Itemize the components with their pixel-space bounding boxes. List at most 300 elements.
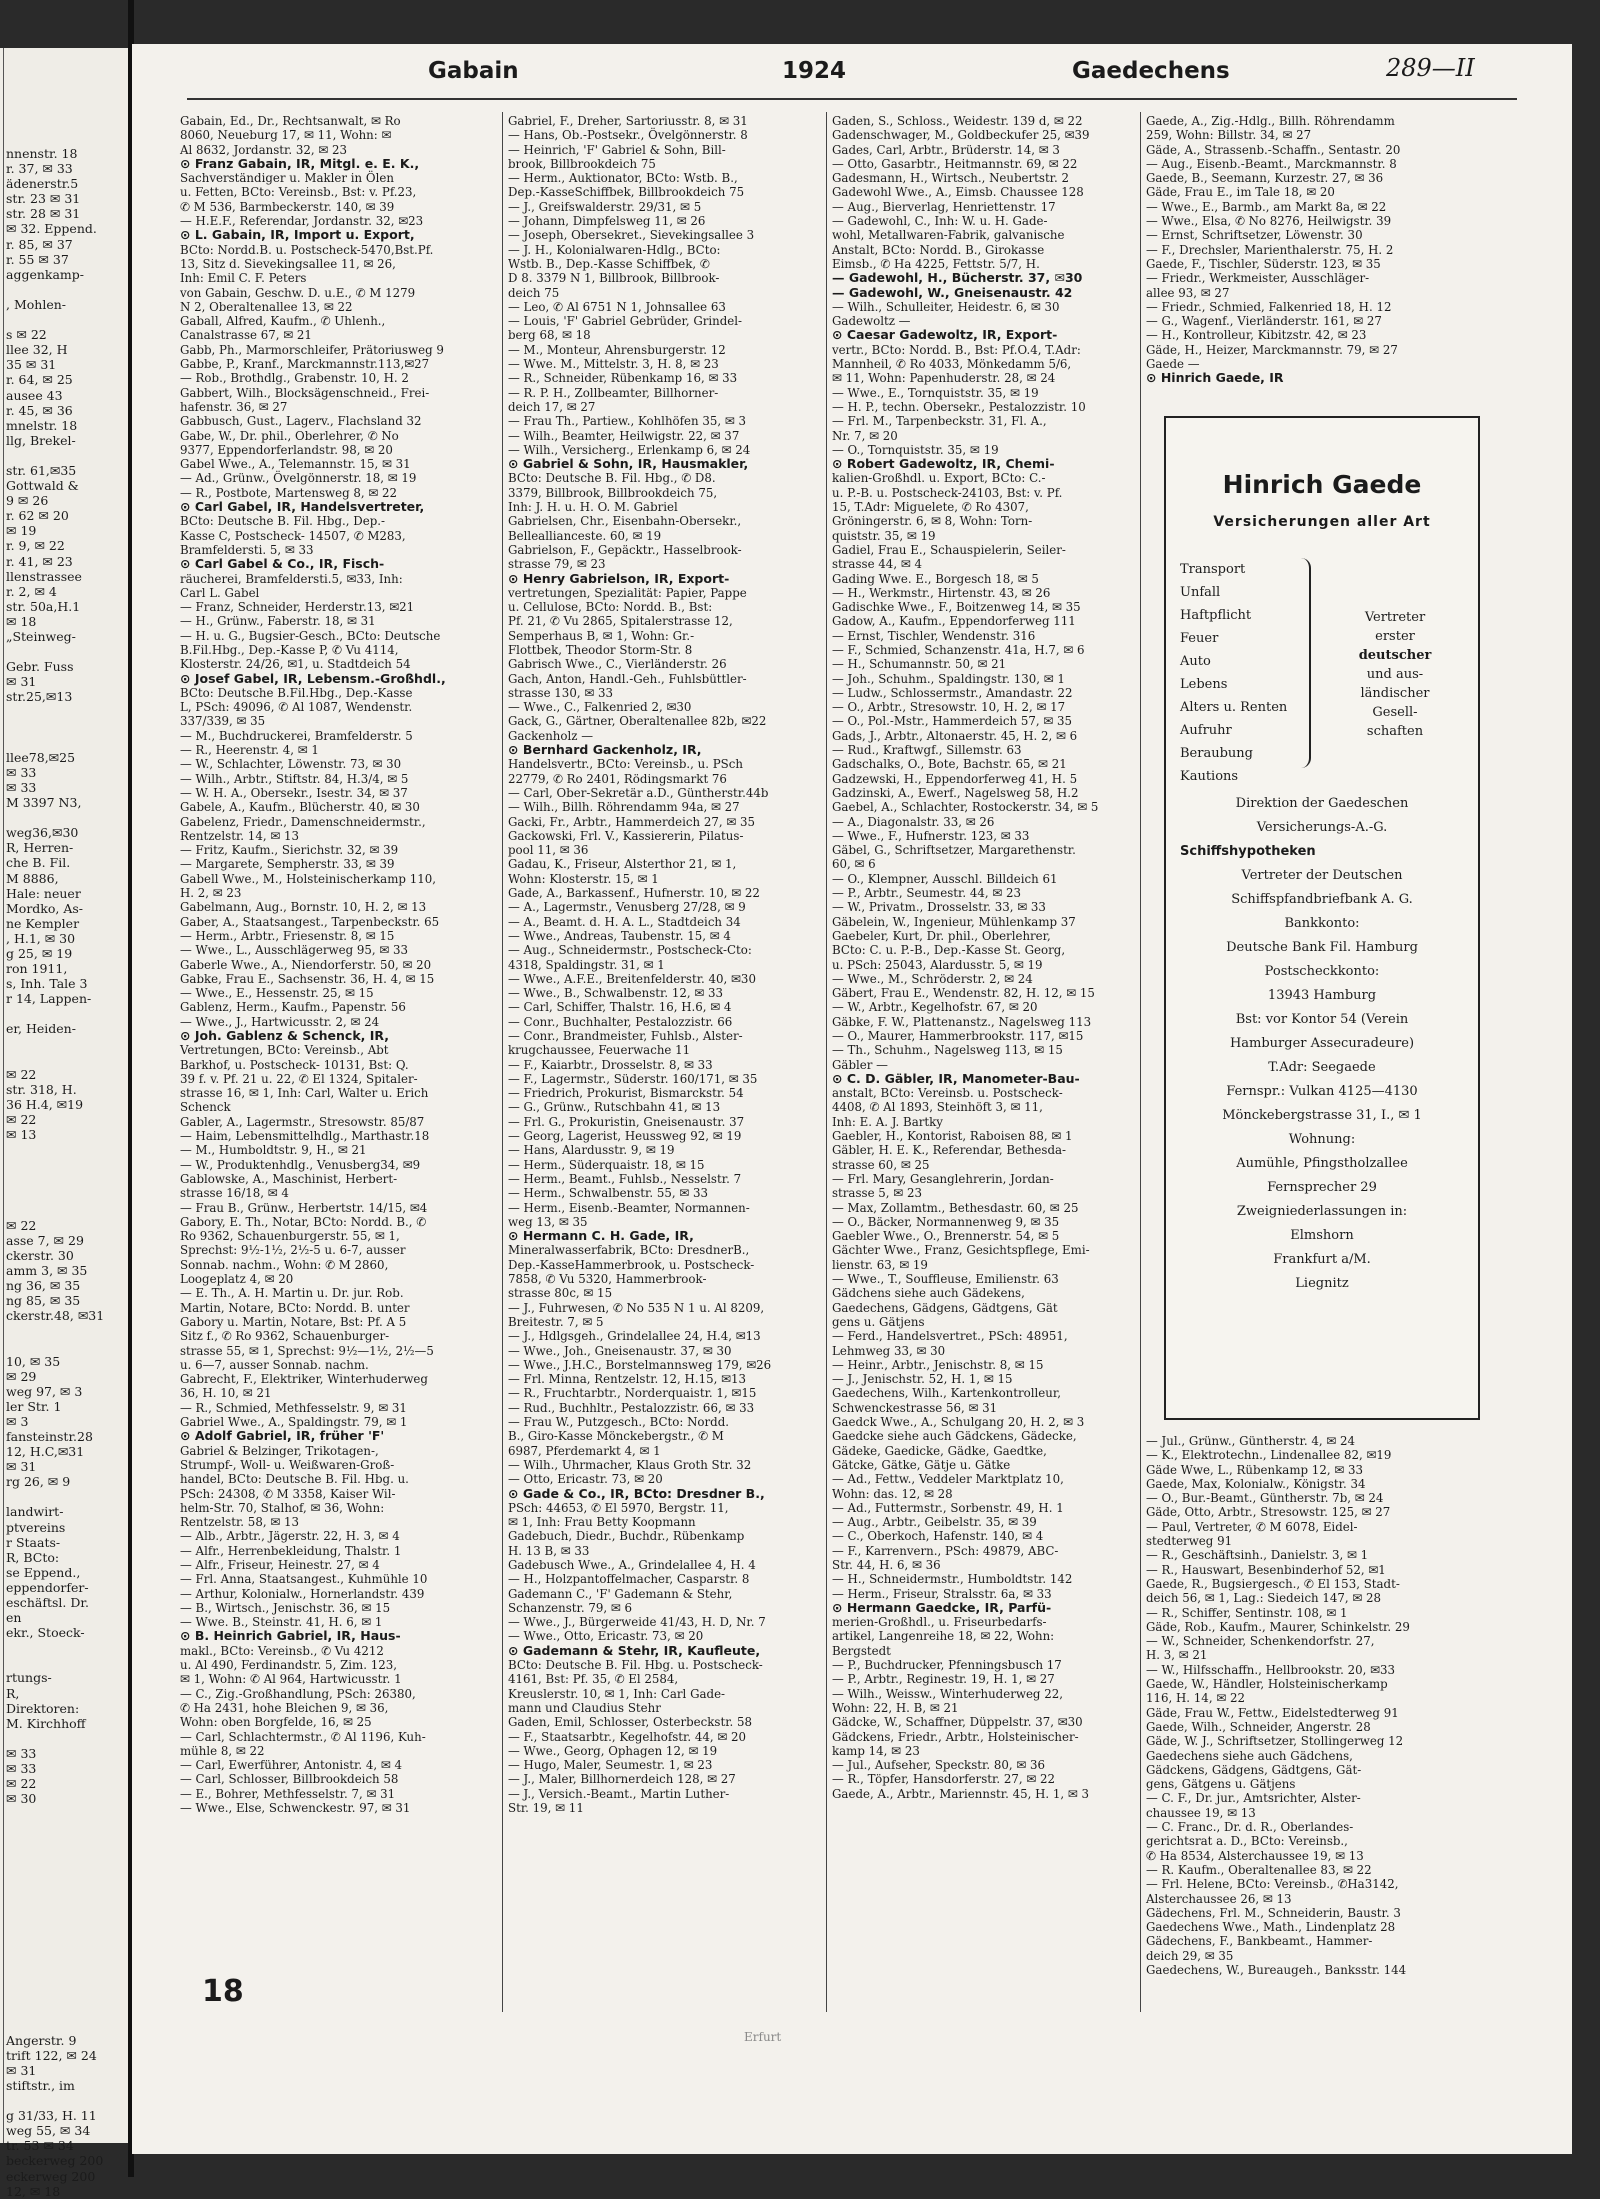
margin-fragment: ✉ 31	[6, 1459, 37, 1475]
directory-entry: merien-Großhdl., u. Friseurbedarfs-	[832, 1615, 1047, 1630]
margin-fragment: 9 ✉ 26	[6, 493, 49, 509]
margin-fragment: g 31/33, H. 11	[6, 2108, 97, 2124]
ad-direction-line: Direktion der Gaedeschen	[1235, 796, 1409, 811]
directory-entry: PSch: 24308, ✆ M 3358, Kaiser Wil-	[180, 1486, 396, 1501]
directory-entry: — Wilh., Billh. Röhrendamm 94a, ✉ 27	[508, 800, 740, 815]
directory-entry: — M., Humboldtstr. 9, H., ✉ 21	[180, 1143, 367, 1158]
directory-entry: Wohn: Klosterstr. 15, ✉ 1	[508, 871, 659, 886]
directory-entry: Gaedcke siehe auch Gädckens, Gädecke,	[832, 1429, 1077, 1444]
directory-entry: 116, H. 14, ✉ 22	[1146, 1691, 1245, 1706]
directory-entry: Gaedechens Wwe., Math., Lindenplatz 28	[1146, 1920, 1396, 1935]
directory-entry: strasse 130, ✉ 33	[508, 685, 613, 700]
directory-entry: Al 8632, Jordanstr. 32, ✉ 23	[180, 142, 348, 157]
margin-fragment: 35 ✉ 31	[6, 357, 57, 373]
directory-entry: deich 29, ✉ 35	[1146, 1948, 1234, 1963]
directory-entry: ⊙ Gademann & Stehr, IR, Kaufleute,	[508, 1642, 761, 1658]
directory-entry: — Max, Zollamtm., Bethesdastr. 60, ✉ 25	[832, 1200, 1079, 1215]
directory-entry: — Ferd., Handelsvertret., PSch: 48951,	[832, 1329, 1068, 1344]
directory-entry: PSch: 44653, ✆ El 5970, Bergstr. 11,	[508, 1500, 729, 1515]
directory-entry: Gabain, Ed., Dr., Rechtsanwalt, ✉ Ro	[180, 114, 401, 128]
margin-fragment: ✉ 33	[6, 1761, 37, 1777]
ad-title: Hinrich Gaede	[1222, 470, 1422, 499]
directory-page	[132, 44, 1572, 2154]
margin-fragment: ✉ 13	[6, 1127, 37, 1143]
faint-stamp: Erfurt	[744, 2030, 782, 2044]
directory-entry: Gaedechens siehe auch Gädchens,	[1146, 1748, 1353, 1763]
directory-entry: — E. Th., A. H. Martin u. Dr. jur. Rob.	[180, 1286, 404, 1301]
directory-entry: — Wwe., E., Barmb., am Markt 8a, ✉ 22	[1146, 199, 1387, 214]
directory-entry: strasse 44, ✉ 4	[832, 557, 922, 572]
directory-entry: — C. Franc., Dr. d. R., Oberlandes-	[1146, 1820, 1354, 1835]
directory-entry: — Frl. Minna, Rentzelstr. 12, H.15, ✉13	[508, 1372, 746, 1387]
directory-entry: 4161, Bst: Pf. 35, ✆ El 2584,	[508, 1672, 679, 1687]
directory-entry: Dep.-KasseHammerbrook, u. Postscheck-	[508, 1257, 755, 1272]
ad-right-line: Vertreter	[1364, 610, 1426, 625]
directory-entry: Gacki, Fr., Arbtr., Hammerdeich 27, ✉ 35	[508, 814, 756, 829]
margin-fragment: ✉ 22	[6, 1217, 37, 1233]
margin-fragment	[6, 1972, 126, 1987]
directory-entry: Gäbke, F. W., Plattenanstz., Nagelsweg 113	[832, 1014, 1092, 1029]
margin-fragment: ädenerstr.5	[6, 176, 79, 192]
directory-entry: — Wwe., T., Souffleuse, Emilienstr. 63	[832, 1272, 1059, 1287]
directory-entry: Gabrielsen, Chr., Eisenbahn-Obersekr.,	[508, 514, 742, 529]
directory-entry: — C., Zig.-Großhandlung, PSch: 26380,	[180, 1686, 416, 1701]
directory-entry: ⊙ Franz Gabain, IR, Mitgl. e. E. K.,	[180, 155, 420, 171]
directory-entry: — Wwe., L., Ausschlägerweg 95, ✉ 33	[180, 943, 409, 958]
margin-fragment: llenstrassee	[6, 568, 82, 584]
directory-entry: — Friedrich, Prokurist, Bismarckstr. 54	[508, 1086, 744, 1101]
directory-entry: ✆ Ha 2431, hohe Bleichen 9, ✉ 36,	[180, 1700, 389, 1715]
directory-entry: — R., Heerenstr. 4, ✉ 1	[180, 743, 319, 758]
directory-entry: 7858, ✆ Vu 5320, Hammerbrook-	[508, 1272, 707, 1287]
margin-fragment	[6, 1142, 126, 1157]
advertisement-box	[1164, 416, 1480, 1420]
directory-entry: wohl, Metallwaren-Fabrik, galvanische	[832, 228, 1065, 243]
directory-entry: Gaebler Wwe., O., Brennerstr. 54, ✉ 5	[832, 1229, 1060, 1244]
directory-entry: Eimsb., ✆ Ha 4225, Fettstr. 5/7, H.	[832, 256, 1040, 271]
directory-entry: — W., Schneider, Schenkendorfstr. 27,	[1146, 1634, 1375, 1649]
directory-entry: Klosterstr. 24/26, ✉1, u. Stadtdeich 54	[180, 657, 411, 672]
directory-entry: deich 17, ✉ 27	[508, 399, 596, 414]
directory-entry: mann und Claudius Stehr	[508, 1700, 661, 1715]
directory-entry: — Wilh., Beamter, Heilwigstr. 22, ✉ 37	[508, 428, 740, 443]
directory-entry: Wohn: oben Borgfelde, 16, ✉ 25	[180, 1715, 372, 1730]
margin-fragment: r. 37, ✉ 33	[6, 161, 73, 177]
margin-fragment: ✉ 32. Eppend.	[6, 221, 97, 237]
directory-entry: ⊙ Henry Gabrielson, IR, Export-	[508, 570, 730, 586]
directory-entry: Gadiel, Frau E., Schauspielerin, Seiler-	[832, 542, 1066, 557]
directory-entry: — J., Hdlgsgeh., Grindelallee 24, H.4, ✉13	[508, 1329, 761, 1344]
directory-entry: Gröningerstr. 6, ✉ 8, Wohn: Torn-	[832, 514, 1033, 529]
directory-entry: Strumpf-, Woll- u. Weißwaren-Groß-	[180, 1457, 395, 1472]
directory-entry: Nr. 7, ✉ 20	[832, 428, 898, 443]
directory-entry: Gabriel, F., Dreher, Sartoriusstr. 8, ✉ 31	[508, 114, 748, 128]
margin-fragment: eckerweg 200	[6, 2168, 96, 2184]
directory-entry: u. Fetten, BCto: Vereinsb., Bst: v. Pf.23,	[180, 185, 417, 200]
margin-fragment: ✉ 33	[6, 764, 37, 780]
directory-entry: Gaedechens, W., Bureaugeh., Banksstr. 144	[1146, 1962, 1407, 1977]
directory-entry: Gäde, Rob., Kaufm., Maurer, Schinkelstr. 29	[1146, 1619, 1410, 1634]
directory-entry: Sprechst: 9½-1½, 2½-5 u. 6-7, ausser	[180, 1243, 406, 1258]
directory-entry: brook, Billbrookdeich 75	[508, 156, 656, 171]
directory-entry: deich 75	[508, 285, 560, 300]
directory-entry: gerichtsrat a. D., BCto: Vereinsb.,	[1146, 1834, 1348, 1849]
margin-fragment: llee78,✉25	[6, 749, 76, 765]
margin-fragment	[6, 720, 126, 735]
margin-fragment: ptvereins	[6, 1519, 66, 1535]
directory-entry: — P., Arbtr., Seumestr. 44, ✉ 23	[832, 886, 1022, 901]
ad-residence-line: Wohnung:	[1288, 1132, 1356, 1147]
directory-entry: — Wwe., J., Hartwicusstr. 2, ✉ 24	[180, 1014, 380, 1029]
margin-fragment: ng 36, ✉ 35	[6, 1278, 81, 1294]
margin-fragment: M 8886,	[6, 870, 59, 886]
directory-entry: — Wwe., Otto, Ericastr. 73, ✉ 20	[508, 1629, 704, 1644]
directory-entry: — M., Monteur, Ahrensburgerstr. 12	[508, 342, 726, 357]
directory-entry: BCto: Deutsche B.Fil.Hbg., Dep.-Kasse	[180, 685, 413, 700]
directory-entry: Breitestr. 7, ✉ 5	[508, 1314, 604, 1329]
margin-fragment	[6, 1927, 126, 1942]
directory-entry: Gaede, A., Zig.-Hdlg., Billh. Röhrendamm	[1146, 114, 1395, 128]
directory-column-2	[508, 114, 824, 1994]
directory-entry: Sachverständiger u. Makler in Ölen	[180, 171, 394, 186]
margin-fragment: ne Kempler	[6, 915, 80, 931]
margin-fragment: str. 23 ✉ 31	[6, 191, 81, 207]
margin-fragment: r. 55 ✉ 37	[6, 251, 69, 267]
directory-entry: Gäde, H., Heizer, Marckmannstr. 79, ✉ 27	[1146, 342, 1398, 357]
directory-entry: u. 6—7, ausser Sonnab. nachm.	[180, 1357, 369, 1372]
directory-entry: ✉ 1, Wohn: ✆ Al 964, Hartwicusstr. 1	[180, 1672, 402, 1687]
page-number: 289—II	[1386, 54, 1475, 82]
directory-entry: ⊙ Carl Gabel, IR, Handelsvertreter,	[180, 499, 425, 515]
ad-ship-line: Vertreter der Deutschen	[1241, 868, 1403, 883]
directory-entry: — Otto, Gasarbtr., Heitmannstr. 69, ✉ 22	[832, 156, 1078, 171]
directory-entry: Gädechens, Frl. M., Schneiderin, Baustr. 3	[1146, 1905, 1401, 1920]
directory-entry: — Herm., Eisenb.-Beamter, Normannen-	[508, 1200, 750, 1215]
directory-entry: Gädckens, Friedr., Arbtr., Holsteinischer-	[832, 1729, 1079, 1744]
directory-entry: — R., Schmied, Methfesselstr. 9, ✉ 31	[180, 1400, 407, 1415]
margin-fragment: se Eppend.,	[6, 1564, 81, 1580]
directory-entry: L, PSch: 49096, ✆ Al 1087, Wendenstr.	[180, 700, 413, 715]
directory-entry: Gabelmann, Aug., Bornstr. 10, H. 2, ✉ 13	[180, 900, 427, 915]
margin-fragment: , Mohlen-	[6, 296, 66, 312]
directory-entry: strasse 80c, ✉ 15	[508, 1286, 613, 1301]
directory-entry: — Joseph, Obersekret., Sievekingsallee 3	[508, 228, 755, 243]
directory-entry: — Ad., Fettw., Veddeler Marktplatz 10,	[832, 1472, 1064, 1487]
directory-entry: Dep.-KasseSchiffbek, Billbrookdeich 75	[508, 185, 745, 200]
directory-entry: — Herm., Auktionator, BCto: Wstb. B.,	[508, 171, 738, 186]
directory-entry: — E., Bohrer, Methfesselstr. 7, ✉ 31	[180, 1786, 396, 1801]
ad-representative-text	[1320, 608, 1470, 741]
margin-fragment: s, Inh. Tale 3	[6, 976, 88, 992]
directory-entry: 4318, Spaldingstr. 31, ✉ 1	[508, 957, 665, 972]
directory-entry: Gadebuch, Diedr., Buchdr., Rübenkamp	[508, 1529, 745, 1544]
directory-entry: Belleallianceste. 60, ✉ 19	[508, 528, 662, 543]
directory-entry: Martin, Notare, BCto: Nordd. B. unter	[180, 1300, 410, 1315]
directory-entry: Gabory u. Martin, Notare, Bst: Pf. A 5	[180, 1314, 407, 1329]
margin-fragment: ler Str. 1	[6, 1398, 62, 1414]
directory-entry: — R., Schneider, Rübenkamp 16, ✉ 33	[508, 371, 738, 386]
margin-fragment: rg 26, ✉ 9	[6, 1474, 71, 1490]
directory-entry: — Rob., Brothdlg., Grabenstr. 10, H. 2	[180, 371, 409, 386]
directory-entry: — Wwe. M., Mittelstr. 3, H. 8, ✉ 23	[508, 357, 719, 372]
directory-entry: — O., Arbtr., Stresowstr. 10, H. 2, ✉ 17	[832, 700, 1066, 715]
directory-entry: Wstb. B., Dep.-Kasse Schiffbek, ✆	[508, 256, 710, 271]
directory-entry: — O., Maurer, Hammerbrookstr. 117, ✉15	[832, 1029, 1084, 1043]
directory-entry: 6987, Pferdemarkt 4, ✉ 1	[508, 1443, 661, 1458]
margin-fragment	[6, 448, 126, 463]
ad-bank-line: Fernspr.: Vulkan 4125—4130	[1226, 1084, 1418, 1099]
directory-entry: chaussee 19, ✉ 13	[1146, 1805, 1256, 1820]
directory-entry: strasse 16/18, ✉ 4	[180, 1186, 289, 1201]
directory-entry: quiststr. 35, ✉ 19	[832, 528, 936, 543]
margin-fragment: r. 2, ✉ 4	[6, 583, 57, 599]
directory-entry: Gabke, Frau E., Sachsenstr. 36, H. 4, ✉ 15	[180, 971, 435, 986]
margin-fragment	[6, 1912, 126, 1927]
margin-fragment: amm 3, ✉ 35	[6, 1262, 88, 1278]
margin-fragment: R, BCto:	[6, 1549, 60, 1565]
directory-entry: Gabriel & Belzinger, Trikotagen-,	[180, 1443, 379, 1458]
directory-entry: Gaden, Emil, Schlosser, Osterbeckstr. 58	[508, 1715, 753, 1730]
margin-fragment: str.25,✉13	[6, 689, 73, 705]
margin-fragment: ckerstr. 30	[6, 1247, 74, 1263]
directory-entry: Gabrisch Wwe., C., Vierländerstr. 26	[508, 657, 727, 672]
directory-entry: Gädchens siehe auch Gädekens,	[832, 1286, 1025, 1301]
directory-entry: Inh: J. H. u. H. O. M. Gabriel	[508, 500, 678, 515]
directory-entry: berg 68, ✉ 18	[508, 328, 591, 343]
directory-entry: Inh: Emil C. F. Peters	[180, 271, 307, 286]
margin-fragment: rtungs-	[6, 1670, 52, 1686]
directory-entry: — Carl, Schlachtermstr., ✆ Al 1196, Kuh-	[180, 1729, 426, 1744]
column-divider	[1140, 112, 1141, 2012]
directory-entry: — Carl, Schiffer, Thalstr. 16, H.6, ✉ 4	[508, 1000, 732, 1015]
directory-entry: allee 93, ✉ 27	[1146, 285, 1230, 300]
directory-entry: ⊙ Carl Gabel & Co., IR, Fisch-	[180, 556, 385, 572]
margin-fragment	[6, 1882, 126, 1897]
directory-entry: Bergstedt	[832, 1643, 891, 1658]
margin-fragment: Gottwald &	[6, 478, 79, 494]
directory-entry: Gäbler, H. E. K., Referendar, Bethesda-	[832, 1143, 1067, 1158]
ad-subtitle: Versicherungen aller Art	[1213, 514, 1431, 530]
insurance-branch: Aufruhr	[1180, 723, 1232, 738]
margin-fragment: 36 H.4, ✉19	[6, 1096, 84, 1112]
ad-branch-office-line: Zweigniederlassungen in:	[1236, 1204, 1408, 1219]
margin-fragment: ekr., Stoeck-	[6, 1625, 85, 1641]
directory-entry: — Th., Schuhm., Nagelsweg 113, ✉ 15	[832, 1043, 1063, 1058]
directory-entry: — Herm., Schwalbenstr. 55, ✉ 33	[508, 1186, 709, 1201]
directory-entry: — Johann, Dimpfelsweg 11, ✉ 26	[508, 214, 706, 229]
ad-ship-line: Schiffspfandbriefbank A. G.	[1231, 892, 1413, 907]
directory-entry: Rentzelstr. 14, ✉ 13	[180, 828, 299, 843]
directory-entry: — R., Hauswart, Besenbinderhof 52, ✉1	[1146, 1562, 1386, 1577]
directory-entry: Gadzewski, H., Eppendorferweg 41, H. 5	[832, 771, 1078, 786]
directory-entry: — Gadewohl, H., Bücherstr. 37, ✉30	[832, 270, 1083, 286]
directory-entry: — Wilh., Versicherg., Erlenkamp 6, ✉ 24	[508, 442, 751, 457]
directory-entry: strasse 16, ✉ 1, Inh: Carl, Walter u. Erich	[180, 1086, 429, 1101]
directory-entry: ✉ 1, Inh: Frau Betty Koopmann	[508, 1515, 696, 1530]
directory-entry: — R. Kaufm., Oberaltenallee 83, ✉ 22	[1146, 1862, 1372, 1877]
directory-entry: — Wwe., C., Falkenried 2, ✉30	[508, 700, 692, 715]
ad-branch-office-line: Liegnitz	[1295, 1276, 1349, 1291]
directory-entry: Lehmweg 33, ✉ 30	[832, 1343, 946, 1358]
directory-entry: — G., Grünw., Rutschbahn 41, ✉ 13	[508, 1100, 721, 1115]
directory-entry: Gabbe, P., Kranf., Marckmannstr.113,✉27	[180, 357, 430, 372]
directory-entry: — Wwe., Andreas, Taubenstr. 15, ✉ 4	[508, 928, 731, 943]
directory-entry: Schenck	[180, 1100, 231, 1115]
margin-fragment: Hale: neuer	[6, 885, 81, 901]
directory-entry: — Wwe. B., Steinstr. 41, H. 6, ✉ 1	[180, 1615, 383, 1630]
directory-entry: mühle 8, ✉ 22	[180, 1743, 265, 1758]
margin-fragment: llee 32, H	[6, 342, 68, 358]
directory-entry: — G., Wagenf., Vierländerstr. 161, ✉ 27	[1146, 314, 1382, 329]
directory-entry: Gabe, W., Dr. phil., Oberlehrer, ✆ No	[180, 428, 399, 443]
margin-fragment	[6, 735, 126, 750]
margin-fragment	[6, 1731, 126, 1746]
directory-entry: — Friedr., Werkmeister, Ausschläger-	[1146, 271, 1370, 286]
directory-entry: — A., Beamt. d. H. A. L., Stadtdeich 34	[508, 914, 741, 929]
margin-fragment	[6, 1338, 126, 1353]
header-left-word: Gabain	[428, 58, 519, 84]
directory-entry: Str. 44, H. 6, ✉ 36	[832, 1557, 941, 1572]
directory-entry: Flottbek, Theodor Storm-Str. 8	[508, 642, 693, 657]
directory-entry: — Hans, Alardusstr. 9, ✉ 19	[508, 1143, 675, 1158]
directory-entry: ⊙ Hermann Gaedcke, IR, Parfü-	[832, 1599, 1052, 1615]
directory-entry: hafenstr. 36, ✉ 27	[180, 399, 288, 414]
ad-bank-line: Mönckebergstrasse 31, I., ✉ 1	[1222, 1108, 1422, 1123]
directory-entry: — Wilh., Schulleiter, Heidestr. 6, ✉ 30	[832, 299, 1060, 314]
margin-fragment	[6, 1157, 126, 1172]
directory-entry: — Wilh., Arbtr., Stiftstr. 84, H.3/4, ✉ 5	[180, 771, 409, 786]
margin-fragment	[6, 1852, 126, 1867]
margin-fragment	[6, 1187, 126, 1202]
directory-entry: handel, BCto: Deutsche B. Fil. Hbg. u.	[180, 1472, 409, 1487]
directory-entry: — Herm., Süderquaistr. 18, ✉ 15	[508, 1157, 705, 1172]
margin-fragment: en	[6, 1610, 22, 1626]
directory-entry: Gablenz, Herm., Kaufm., Papenstr. 56	[180, 1000, 406, 1015]
margin-fragment: M. Kirchhoff	[6, 1715, 86, 1731]
directory-entry: Gäde Wwe, L., Rübenkamp 12, ✉ 33	[1146, 1462, 1363, 1477]
ad-direction-line: Versicherungs-A.-G.	[1256, 820, 1388, 835]
margin-fragment	[6, 1987, 126, 2002]
ad-right-line: ländischer	[1360, 686, 1430, 701]
margin-fragment: weg 97, ✉ 3	[6, 1383, 83, 1399]
directory-entry: — Arthur, Kolonialw., Hornerlandstr. 439	[180, 1586, 425, 1601]
margin-fragment	[6, 1867, 126, 1882]
directory-entry: — Frl. M., Tarpenbeckstr. 31, Fl. A.,	[832, 414, 1047, 429]
directory-entry: — Alb., Arbtr., Jägerstr. 22, H. 3, ✉ 4	[180, 1529, 400, 1544]
margin-fragment: weg 55, ✉ 34	[6, 2123, 91, 2139]
directory-entry: — Hans, Ob.-Postsekr., Övelgönnerstr. 8	[508, 128, 748, 143]
insurance-branch: Feuer	[1180, 631, 1219, 646]
margin-fragment: ✉ 19	[6, 523, 37, 539]
directory-entry: — Ad., Grünw., Övelgönnerstr. 18, ✉ 19	[180, 471, 417, 486]
directory-entry: — Conr., Buchhalter, Pestalozzistr. 66	[508, 1014, 733, 1029]
margin-fragment	[6, 1172, 126, 1187]
directory-entry: Gaebel, A., Schlachter, Rostockerstr. 34, ✉ 5	[832, 800, 1099, 815]
directory-entry: Gaedck Wwe., A., Schulgang 20, H. 2, ✉ 3	[832, 1415, 1085, 1430]
directory-entry: — R., Postbote, Martensweg 8, ✉ 22	[180, 485, 398, 500]
directory-entry: Gaede, A., Arbtr., Mariennstr. 45, H. 1, ✉ 3	[832, 1786, 1090, 1801]
directory-entry: — Frl. Mary, Gesanglehrerin, Jordan-	[832, 1171, 1054, 1186]
ad-bank-line: T.Adr: Seegaede	[1268, 1060, 1376, 1075]
directory-entry: Rentzelstr. 58, ✉ 13	[180, 1515, 299, 1530]
ad-bank-line: Deutsche Bank Fil. Hamburg	[1226, 940, 1418, 955]
insurance-branch: Beraubung	[1180, 746, 1253, 761]
directory-entry: — Wwe., Else, Schwenckestr. 97, ✉ 31	[180, 1801, 411, 1816]
directory-entry: Gadschalks, O., Bote, Bachstr. 65, ✉ 21	[832, 757, 1067, 772]
directory-entry: — Wwe., E., Hessenstr. 25, ✉ 15	[180, 986, 374, 1001]
directory-entry: Gäde, Frau E., im Tale 18, ✉ 20	[1146, 185, 1335, 200]
ad-bank-line: 13943 Hamburg	[1267, 988, 1377, 1003]
directory-entry: Gabory, E. Th., Notar, BCto: Nordd. B., ✆	[180, 1214, 427, 1229]
directory-entry: Wohn: das. 12, ✉ 28	[832, 1486, 953, 1501]
margin-fragment	[6, 704, 126, 719]
directory-entry: ⊙ Bernhard Gackenholz, IR,	[508, 742, 702, 758]
ad-right-line: Gesell-	[1372, 705, 1418, 720]
directory-entry: — R. P. H., Zollbeamter, Billhorner-	[508, 385, 719, 400]
directory-entry: H. 3, ✉ 21	[1146, 1648, 1208, 1663]
directory-entry: Gädeke, Gaedicke, Gädke, Gaedtke,	[832, 1443, 1047, 1458]
directory-entry: ⊙ Gade & Co., IR, BCto: Dresdner B.,	[508, 1485, 765, 1501]
directory-entry: — Conr., Brandmeister, Fuhlsb., Alster-	[508, 1029, 743, 1043]
directory-entry: Gabb, Ph., Marmorschleifer, Prätoriusweg 9	[180, 342, 444, 357]
directory-entry: — Jul., Grünw., Güntherstr. 4, ✉ 24	[1146, 1434, 1355, 1448]
directory-entry: — Rud., Kraftwgf., Sillemstr. 63	[832, 743, 1022, 758]
directory-entry: ⊙ Joh. Gablenz & Schenck, IR,	[180, 1028, 390, 1043]
directory-entry: — Wwe., A.F.E., Breitenfelderstr. 40, ✉30	[508, 971, 756, 986]
directory-entry: — B., Wirtsch., Jenischstr. 36, ✉ 15	[180, 1600, 391, 1615]
directory-entry: 9377, Eppendorferlandstr. 98, ✉ 20	[180, 442, 393, 457]
margin-fragment: ✉ 22	[6, 1112, 37, 1127]
ad-branch-office-line: Elmshorn	[1290, 1228, 1354, 1243]
directory-entry: Canalstrasse 67, ✉ 21	[180, 328, 312, 343]
ad-right-line: erster	[1375, 629, 1415, 644]
directory-entry: Vertretungen, BCto: Vereinsb., Abt	[180, 1043, 389, 1058]
margin-fragment	[6, 1957, 126, 1972]
directory-entry: Gäde, Otto, Arbtr., Stresowstr. 125, ✉ 27	[1146, 1505, 1391, 1520]
directory-entry: — Wwe., J., Bürgerweide 41/43, H. D, Nr. 7	[508, 1615, 766, 1630]
directory-entry: — Georg, Lagerist, Heussweg 92, ✉ 19	[508, 1129, 742, 1144]
directory-entry: Gabelenz, Friedr., Damenschneidermstr.,	[180, 814, 426, 829]
directory-entry: 337/339, ✉ 35	[180, 714, 266, 729]
column-divider	[826, 112, 827, 2012]
directory-entry: 22779, ✆ Ro 2401, Rödingsmarkt 76	[508, 771, 727, 786]
directory-entry: 4408, ✆ Al 1893, Steinhöft 3, ✉ 11,	[832, 1100, 1043, 1115]
margin-fragment: ckerstr.48, ✉31	[6, 1308, 105, 1324]
margin-fragment: ✉ 33	[6, 1745, 37, 1761]
directory-entry: Gädechens, F., Bankbeamt., Hammer-	[1146, 1934, 1373, 1949]
directory-entry: — H. P., techn. Obersekr., Pestalozzistr. 10	[832, 399, 1086, 414]
directory-entry: Pf. 21, ✆ Vu 2865, Spitalerstrasse 12,	[508, 614, 733, 629]
margin-fragment: Direktoren:	[6, 1700, 80, 1716]
ad-residence-line: Aumühle, Pfingstholzallee	[1236, 1156, 1408, 1171]
margin-fragment: str. 28 ✉ 31	[6, 206, 81, 222]
ad-bank-line: Bst: vor Kontor 54 (Verein	[1235, 1012, 1409, 1027]
directory-entry: Gaedechens, Wilh., Kartenkontrolleur,	[832, 1386, 1061, 1401]
margin-fragment	[6, 1942, 126, 1957]
directory-entry: Gack, G., Gärtner, Oberaltenallee 82b, ✉22	[508, 714, 767, 729]
directory-entry: makl., BCto: Vereinsb., ✆ Vu 4212	[180, 1643, 384, 1658]
ad-residence-line: Fernsprecher 29	[1267, 1180, 1377, 1195]
directory-entry: 13, Sitz d. Sievekingsallee 11, ✉ 26,	[180, 256, 396, 271]
directory-entry: lienstr. 63, ✉ 19	[832, 1257, 928, 1272]
directory-entry: — W., Privatm., Drosselstr. 33, ✉ 33	[832, 900, 1046, 915]
directory-entry: H. 2, ✉ 23	[180, 886, 242, 901]
margin-fragment: mnelstr. 18	[6, 417, 78, 433]
margin-fragment: Mordko, As-	[6, 900, 84, 916]
directory-entry: Gabbert, Wilh., Blocksägenschneid., Frei-	[180, 385, 430, 400]
directory-entry: — C., Oberkoch, Hafenstr. 140, ✉ 4	[832, 1529, 1044, 1544]
directory-entry: — Alfr., Friseur, Heinestr. 27, ✉ 4	[180, 1557, 380, 1572]
